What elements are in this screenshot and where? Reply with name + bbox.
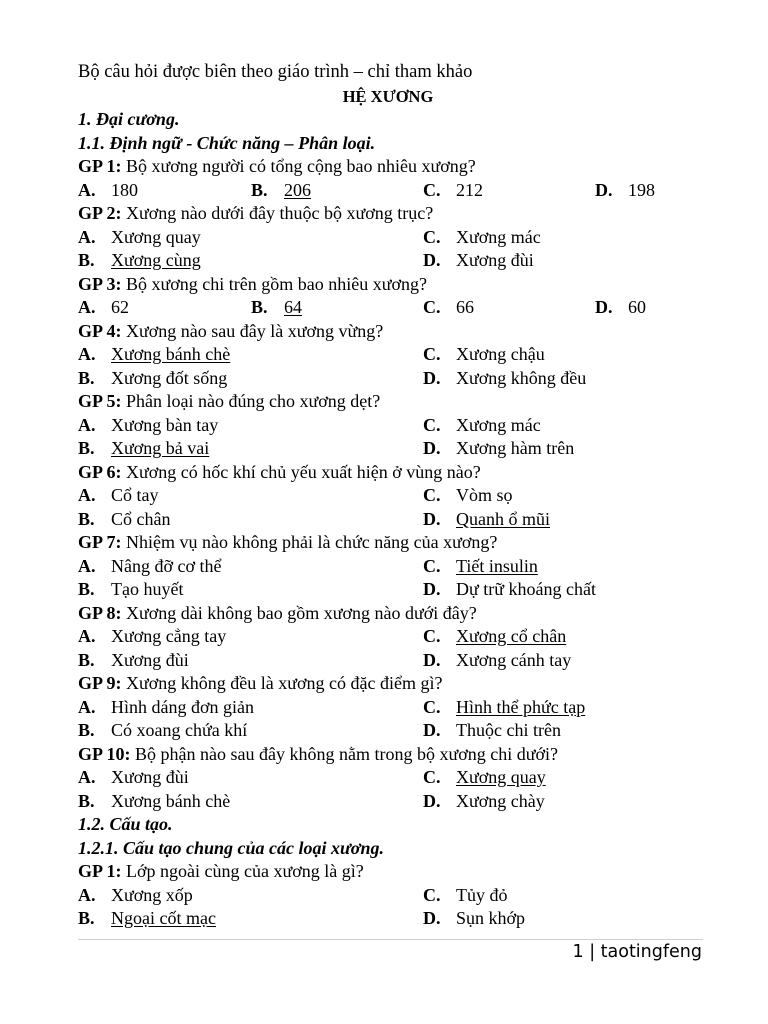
options-row — [78, 179, 708, 203]
option-text: Xương không đều — [456, 367, 587, 388]
option-letter: A. — [78, 344, 96, 364]
option-letter: A. — [78, 767, 96, 787]
question-text: Xương dài không bao gồm xương nào dưới đây? — [126, 602, 477, 623]
option-text: 198 — [628, 179, 655, 200]
option-a — [78, 343, 230, 367]
option-text: 66 — [456, 297, 474, 317]
option-d — [595, 296, 646, 320]
option-letter: A. — [78, 226, 96, 247]
option-letter: C. — [423, 884, 441, 905]
option-text: Nâng đỡ cơ thể — [111, 555, 222, 576]
options-row — [78, 296, 708, 320]
question-label: GP 2: — [78, 203, 122, 223]
option-text: 180 — [111, 179, 138, 200]
option-letter: A. — [78, 696, 96, 717]
options-row — [78, 696, 708, 720]
options-row — [78, 437, 708, 461]
option-text: Xương quay — [111, 226, 201, 247]
question-2 — [78, 202, 708, 226]
option-d — [423, 508, 550, 532]
option-letter: C. — [423, 344, 441, 364]
option-letter: C. — [423, 485, 441, 505]
option-letter: B. — [251, 179, 268, 200]
correct-answer: Xương cùng — [111, 250, 201, 270]
option-text: Xương chày — [456, 790, 545, 811]
option-c — [423, 414, 541, 438]
option-letter: C. — [423, 555, 441, 576]
section-heading: 1. Đại cương. — [78, 109, 180, 129]
question-1 — [78, 155, 708, 179]
option-d — [595, 179, 655, 203]
correct-answer: 64 — [284, 297, 302, 317]
question-text: Xương nào sau đây là xương vừng? — [126, 320, 384, 341]
subsection-heading: 1.2.1. Cấu tạo chung của các loại xương. — [78, 837, 384, 858]
option-a — [78, 555, 222, 579]
options-row — [78, 884, 708, 908]
option-letter: D. — [595, 179, 613, 200]
question-9 — [78, 672, 708, 696]
option-b — [78, 437, 209, 461]
option-c — [423, 625, 566, 649]
correct-answer: Quanh ổ mũi — [456, 508, 550, 529]
document-title: HỆ XƯƠNG — [342, 86, 434, 106]
options-row — [78, 766, 708, 790]
option-letter: B. — [78, 508, 95, 529]
option-a — [78, 414, 218, 438]
option-letter: A. — [78, 297, 96, 317]
option-letter: A. — [78, 179, 96, 200]
option-text: Xương đùi — [456, 250, 534, 270]
options-row — [78, 414, 708, 438]
option-letter: C. — [423, 626, 441, 646]
option-letter: C. — [423, 767, 441, 787]
options-row — [78, 578, 708, 602]
option-b — [78, 790, 230, 814]
question-label: GP 7: — [78, 532, 122, 552]
options-row — [78, 226, 708, 250]
question-6 — [78, 461, 708, 485]
option-text: Xương bàn tay — [111, 414, 219, 435]
option-text: Xương bánh chè — [111, 790, 231, 811]
correct-answer: Xương cổ chân — [456, 626, 567, 646]
option-letter: A. — [78, 414, 96, 435]
option-text: 62 — [111, 297, 129, 317]
option-text: Cổ chân — [111, 508, 171, 529]
question-text: Xương có hốc khí chủ yếu xuất hiện ở vùng nào? — [126, 461, 481, 482]
option-b — [78, 719, 247, 743]
option-a — [78, 226, 201, 250]
question-label: GP 8: — [78, 602, 122, 623]
option-letter: B. — [78, 367, 95, 388]
option-letter: C. — [423, 696, 441, 717]
question-label: GP 1: — [78, 156, 122, 176]
option-letter: D. — [423, 367, 441, 388]
option-letter: B. — [78, 579, 95, 599]
option-b — [78, 578, 183, 602]
option-text: Xương cẳng tay — [111, 626, 227, 646]
option-letter: C. — [423, 226, 441, 247]
option-text: Có xoang chứa khí — [111, 720, 248, 740]
option-c — [423, 296, 474, 320]
option-b — [78, 367, 227, 391]
option-a — [78, 766, 189, 790]
option-letter: C. — [423, 297, 441, 317]
option-letter: D. — [423, 649, 441, 670]
option-letter: D. — [423, 438, 441, 458]
option-letter: B. — [78, 790, 95, 811]
options-row — [78, 555, 708, 579]
options-row — [78, 367, 708, 391]
option-c — [423, 179, 483, 203]
question-5 — [78, 390, 708, 414]
option-d — [423, 719, 561, 743]
option-letter: D. — [423, 250, 441, 270]
option-b — [78, 649, 189, 673]
options-row — [78, 484, 708, 508]
option-a — [78, 696, 254, 720]
option-text: Tủy đỏ — [456, 884, 508, 905]
options-row — [78, 343, 708, 367]
option-text: Xương đùi — [111, 767, 189, 787]
question-label: GP 1: — [78, 861, 122, 881]
option-letter: C. — [423, 414, 441, 435]
option-b — [78, 907, 216, 931]
option-letter: B. — [78, 649, 95, 670]
option-text: Sụn khớp — [456, 908, 526, 928]
option-letter: B. — [78, 250, 95, 270]
section-heading: 1.2. Cấu tạo. — [78, 814, 173, 834]
option-text: 60 — [628, 297, 646, 317]
question-label: GP 6: — [78, 461, 122, 482]
question-text: Bộ xương chi trên gồm bao nhiêu xương? — [126, 273, 427, 294]
option-c — [423, 226, 541, 250]
question-10 — [78, 743, 708, 767]
option-letter: D. — [423, 908, 441, 928]
option-d — [423, 367, 586, 391]
option-text: Xương mác — [456, 414, 541, 435]
option-letter: B. — [78, 908, 95, 928]
correct-answer: Hình thể phức tạp — [456, 696, 586, 717]
question-text: Bộ xương người có tổng cộng bao nhiêu xương? — [126, 156, 476, 176]
question-4 — [78, 320, 708, 344]
option-a — [78, 179, 138, 203]
option-letter: B. — [78, 720, 95, 740]
question-label: GP 5: — [78, 391, 122, 411]
option-d — [423, 249, 534, 273]
option-c — [423, 555, 538, 579]
question-3 — [78, 273, 708, 297]
question-text: Phân loại nào đúng cho xương dẹt? — [126, 391, 381, 411]
option-a — [78, 484, 159, 508]
question-text: Nhiệm vụ nào không phải là chức năng của xương? — [126, 532, 498, 552]
option-text: Xương đốt sống — [111, 367, 228, 388]
option-b — [251, 296, 302, 320]
question-11 — [78, 860, 708, 884]
option-text: Xương hàm trên — [456, 438, 575, 458]
option-text: Cổ tay — [111, 485, 159, 505]
question-label: GP 10: — [78, 743, 131, 764]
option-c — [423, 484, 513, 508]
options-row — [78, 249, 708, 273]
correct-answer: Xương bả vai — [111, 438, 210, 458]
option-letter: D. — [595, 297, 613, 317]
question-text: Lớp ngoài cùng của xương là gì? — [126, 861, 364, 881]
correct-answer: Ngoại cốt mạc — [111, 908, 216, 928]
option-text: Thuộc chi trên — [456, 720, 561, 740]
option-letter: B. — [251, 297, 268, 317]
option-letter: D. — [423, 720, 441, 740]
document-page — [78, 61, 708, 931]
options-row — [78, 508, 708, 532]
option-letter: A. — [78, 626, 96, 646]
option-c — [423, 884, 508, 908]
option-text: 212 — [456, 179, 483, 200]
question-7 — [78, 531, 708, 555]
correct-answer: Tiết insulin — [456, 555, 538, 576]
option-b — [251, 179, 311, 203]
option-d — [423, 907, 525, 931]
question-label: GP 4: — [78, 320, 122, 341]
option-d — [423, 649, 571, 673]
option-text: Xương mác — [456, 226, 541, 247]
option-b — [78, 249, 201, 273]
option-d — [423, 578, 596, 602]
question-text: Bộ phận nào sau đây không nằm trong bộ xương chi dưới? — [135, 743, 558, 764]
options-row — [78, 907, 708, 931]
option-letter: A. — [78, 884, 96, 905]
option-text: Tạo huyết — [111, 579, 184, 599]
option-a — [78, 296, 129, 320]
options-row — [78, 625, 708, 649]
options-row — [78, 790, 708, 814]
option-letter: B. — [78, 438, 95, 458]
option-letter: A. — [78, 555, 96, 576]
option-d — [423, 437, 574, 461]
option-text: Xương cánh tay — [456, 649, 572, 670]
option-letter: C. — [423, 179, 441, 200]
option-a — [78, 884, 193, 908]
subsection-heading: 1.1. Định ngữ - Chức năng – Phân loại. — [78, 132, 376, 153]
question-8 — [78, 602, 708, 626]
correct-answer: Xương quay — [456, 767, 546, 787]
option-text: Vòm sọ — [456, 485, 513, 505]
option-letter: A. — [78, 485, 96, 505]
document-note: Bộ câu hỏi được biên theo giáo trình – chỉ tham khảo — [78, 62, 473, 82]
correct-answer: 206 — [284, 179, 311, 200]
question-label: GP 9: — [78, 673, 122, 693]
options-row — [78, 649, 708, 673]
option-text: Xương xốp — [111, 884, 193, 905]
option-text: Xương chậu — [456, 344, 545, 364]
question-text: Xương nào dưới đây thuộc bộ xương trục? — [126, 203, 434, 223]
option-a — [78, 625, 226, 649]
option-d — [423, 790, 545, 814]
question-text: Xương không đều là xương có đặc điểm gì? — [126, 673, 443, 693]
option-text: Xương đùi — [111, 649, 189, 670]
correct-answer: Xương bánh chè — [111, 344, 231, 364]
option-letter: D. — [423, 508, 441, 529]
option-letter: D. — [423, 579, 441, 599]
option-b — [78, 508, 170, 532]
option-c — [423, 766, 546, 790]
option-text: Hình dáng đơn giản — [111, 696, 254, 717]
option-letter: D. — [423, 790, 441, 811]
option-c — [423, 696, 585, 720]
question-label: GP 3: — [78, 273, 122, 294]
option-text: Dự trữ khoáng chất — [456, 579, 596, 599]
options-row — [78, 719, 708, 743]
page-footer: 1 | taotingfeng — [572, 942, 702, 962]
option-c — [423, 343, 545, 367]
